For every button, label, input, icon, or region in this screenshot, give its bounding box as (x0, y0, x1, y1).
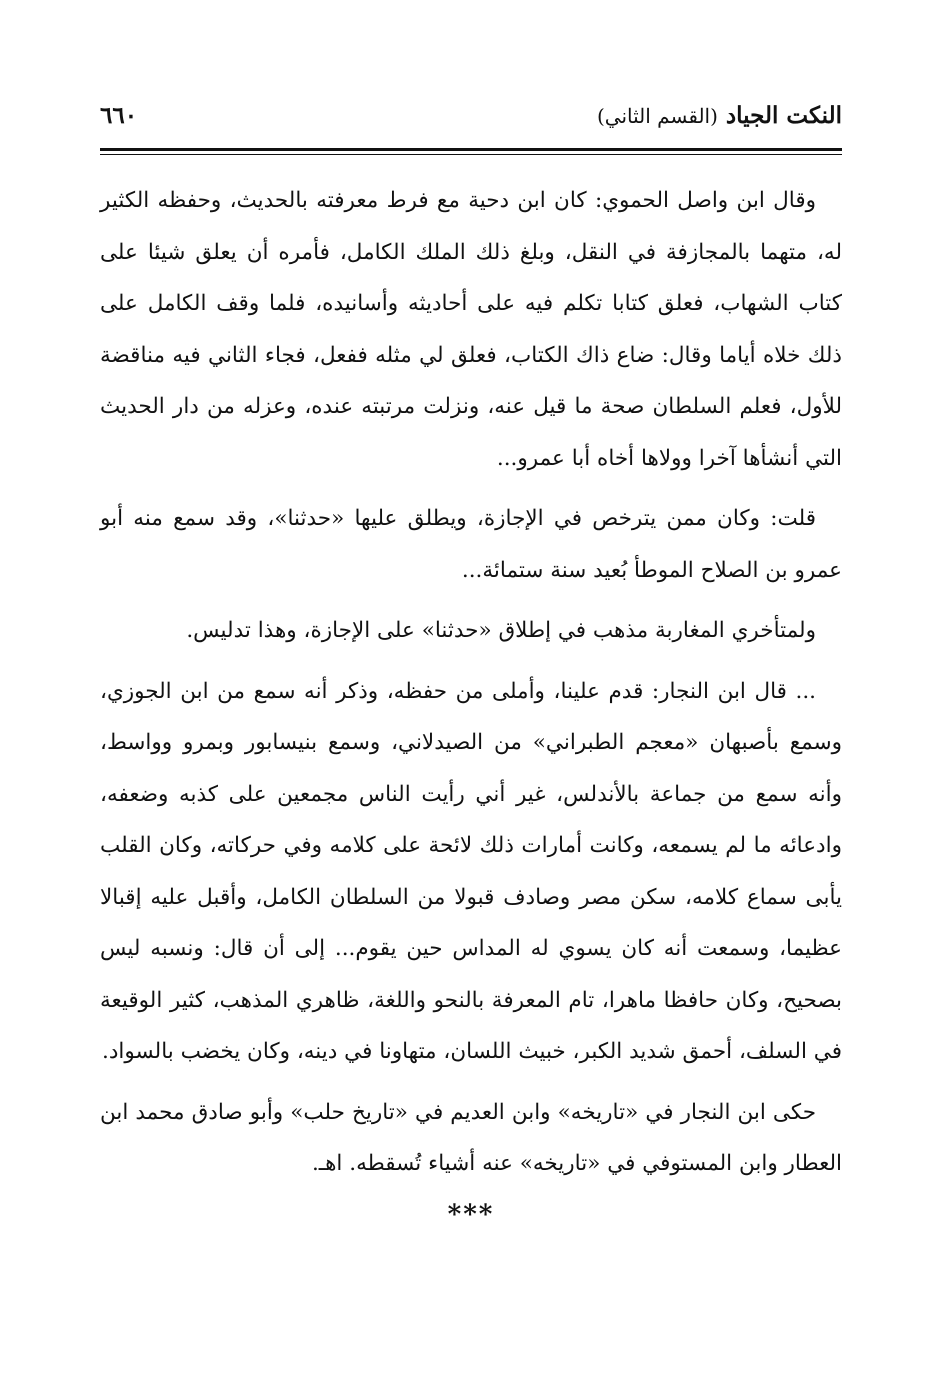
running-title (597, 102, 842, 129)
running-header (100, 96, 842, 148)
book-title: النكت الجياد (725, 102, 842, 129)
header-rule-thick (100, 148, 842, 151)
paragraph: ... قال ابن النجار: قدم علينا، وأملى من حفظه، وذكر أنه سمع من ابن الجوزي، وسمع بأصبهان «معجم الطبراني» من الصيدلاني، وسمع بنيسابور وبمرو وواسط، وأنه سمع من جماعة بالأندلس، غير أني رأيت الناس مجمعين على كذبه وضعفه، وادعائه ما لم يسمعه، وكانت أمارات ذلك لائحة على كلامه وفي حركاته، وكان القلب يأبى سماع كلامه، سكن مصر وصادف قبولا من السلطان الكامل، وأقبل عليه إقبالا عظيما، وسمعت أنه كان يسوي له المداس حين يقوم... إلى أن قال: ونسبه ليس بصحيح، وكان حافظا ماهرا، تام المعرفة بالنحو واللغة، ظاهري المذهب، كثير الوقيعة في السلف، أحمق شديد الكبر، خبيث اللسان، متهاونا في دينه، وكان يخضب بالسواد. (100, 678, 842, 1064)
header-rule-thin (100, 154, 842, 155)
paragraph: حكى ابن النجار في «تاريخه» وابن العديم في «تاريخ حلب» وأبو صادق محمد ابن العطار وابن المستوفي في «تاريخه» عنه أشياء تُسقطه. اهـ. (100, 1099, 842, 1176)
book-page (100, 96, 842, 1306)
page-number: ٦٦٠ (100, 102, 138, 129)
book-section: (القسم الثاني) (597, 104, 718, 128)
paragraph: قلت: وكان ممن يترخص في الإجازة، ويطلق عليها «حدثنا»، وقد سمع منه أبو عمرو بن الصلاح الموطأ بُعيد سنة ستمائة... (100, 506, 842, 583)
section-separator: *** (447, 1199, 495, 1230)
paragraph: وقال ابن واصل الحموي: كان ابن دحية مع فرط معرفته بالحديث، وحفظه الكثير له، متهما بالمجازفة في النقل، وبلغ ذلك الملك الكامل، فأمره أن يعلق شيئا على كتاب الشهاب، فعلق كتابا تكلم فيه على أحاديثه وأسانيده، فلما وقف الكامل على ذلك خلاه أياما وقال: ضاع ذاك الكتاب، فعلق لي مثله ففعل، فجاء الثاني فيه مناقضة للأول، فعلم السلطان صحة ما قيل عنه، ونزلت مرتبته عنده، وعزله من دار الحديث التي أنشأها آخرا وولاها أخاه أبا عمرو... (100, 188, 842, 471)
paragraph: ولمتأخري المغاربة مذهب في إطلاق «حدثنا» على الإجازة، وهذا تدليس. (186, 618, 816, 643)
page-body (100, 175, 842, 1190)
